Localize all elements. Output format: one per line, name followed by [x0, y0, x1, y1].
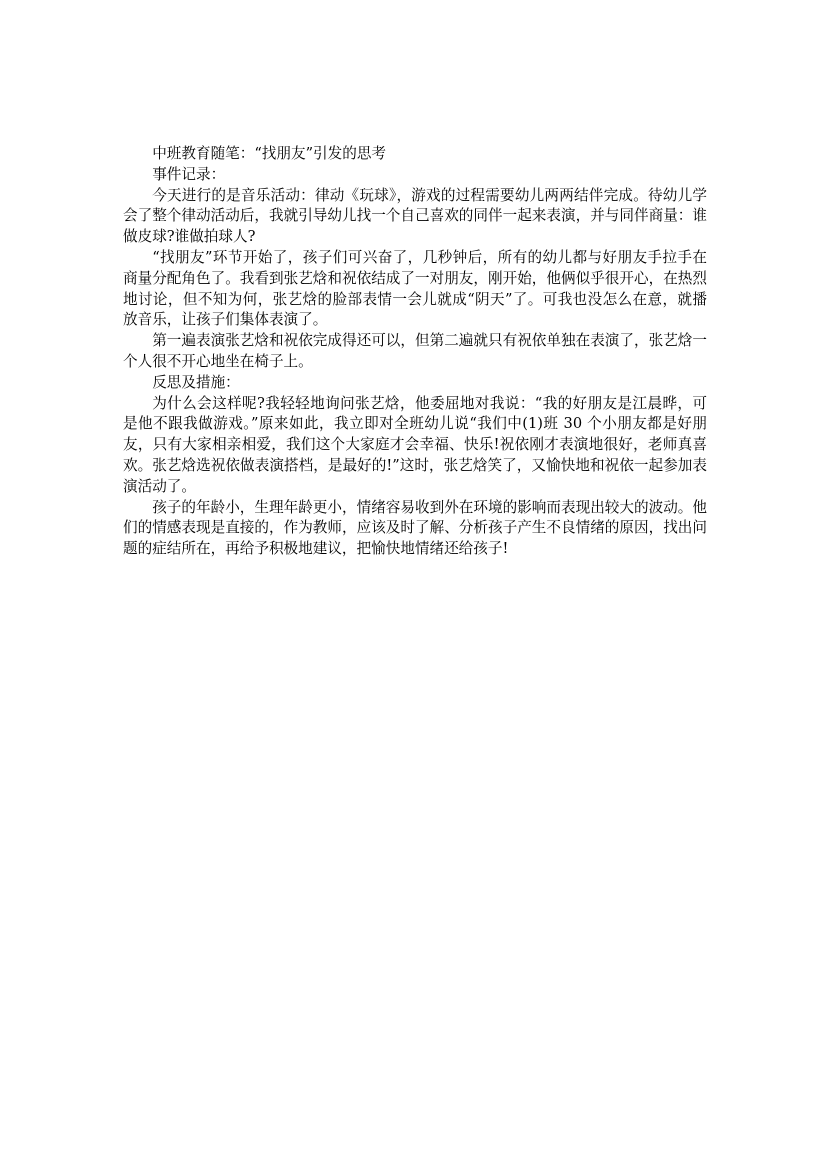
paragraph: “找朋友”环节开始了，孩子们可兴奋了，几秒钟后，所有的幼儿都与好朋友手拉手在商量分配角色了。我看到张艺焓和祝依结成了一对朋友，刚开始，他俩似乎很开心，在热烈地讨论，但不知为何，张艺焓的脸部表情一会儿就成“阴天”了。可我也没怎么在意，就播放音乐，让孩子们集体表演了。 [123, 248, 707, 329]
section-heading-event-record: 事件记录： [152, 165, 226, 183]
paragraph: 第一遍表演张艺焓和祝依完成得还可以，但第二遍就只有祝依单独在表演了，张艺焓一个人很不开心地坐在椅子上。 [123, 332, 707, 370]
paragraph: 孩子的年龄小，生理年龄更小，情绪容易收到外在环境的影响而表现出较大的波动。他们的情感表现是直接的，作为教师，应该及时了解、分析孩子产生不良情绪的原因，找出问题的症结所在，再给予积极地建议，把愉快地情绪还给孩子! [123, 498, 707, 558]
section-heading-reflection: 反思及措施： [152, 373, 240, 391]
document-body [123, 144, 707, 560]
paragraph: 为什么会这样呢?我轻轻地询问张艺焓，他委屈地对我说：“我的好朋友是江晨晔，可是他不跟我做游戏。”原来如此，我立即对全班幼儿说“我们中(1)班 30 个小朋友都是好朋友，只有大家相亲相爱，我们这个大家庭才会幸福、快乐!祝依刚才表演地很好，老师真喜欢。张艺焓选祝依做表演搭档，是最好的!”这时，张艺焓笑了，又愉快地和祝依一起参加表演活动了。 [123, 394, 707, 495]
paragraph: 今天进行的是音乐活动：律动《玩球》，游戏的过程需要幼儿两两结伴完成。待幼儿学会了整个律动活动后，我就引导幼儿找一个自己喜欢的同伴一起来表演，并与同伴商量：谁做皮球?谁做拍球人? [123, 186, 707, 246]
document-title: 中班教育随笔：“找朋友”引发的思考 [152, 145, 387, 162]
